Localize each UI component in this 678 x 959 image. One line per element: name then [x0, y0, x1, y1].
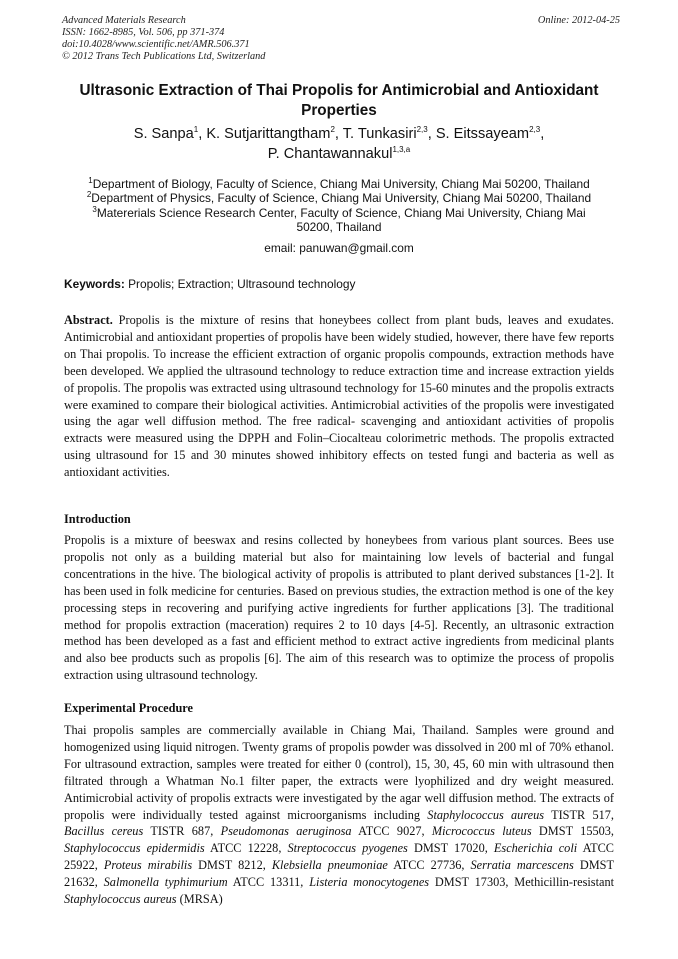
text-run: ATCC 25922,: [64, 841, 614, 873]
abstract-text: Propolis is the mixture of resins that honeybees collect from plant buds, leaves and exudates. Antimicrobial and antioxidant properties of propolis have been widely studied, however, there have few reports on Thai propolis. To increase the efficient extraction of organic propolis compounds, extraction methods have been developed. We applied the ultrasound technology to reduce extraction time and increase extraction yields of propolis. The propolis was extracted using ultrasound technology for 15-60 minutes and the propolis extracts were examined to compare their biological activities. Antimicrobial activities of the propolis were investigated using the agar well diffusion method. The free radical- scavenging and antioxidant activities of propolis extracts were measured using the DPPH and Folin–Ciocalteau colorimetric methods. The propolis extracted using ultrasound for 15 and 30 minutes showed inhibitory effects on tested fungi and bacteria as well as antioxidant activities.: [64, 313, 614, 480]
species-name: Proteus mirabilis: [103, 858, 193, 873]
journal-name: Advanced Materials Research: [62, 15, 186, 26]
affiliation: $^3$Matererials Science Research Center, Faculty of Science, Chiang Mai University, Chiang Mai 50200, Thailand: [92, 204, 586, 235]
text-run: DMST 17303, Methicillin-resistant: [429, 875, 615, 890]
online-date: Online: 2012-04-25: [537, 15, 620, 26]
section-heading-experimental: Experimental Procedure: [64, 701, 193, 715]
text-run: TISTR 687,: [143, 824, 221, 839]
keywords-label: Keywords:: [64, 277, 125, 291]
author: S. Sanpa$^1$,: [133, 125, 207, 142]
keywords-text: Propolis; Extraction; Ultrasound technology: [124, 277, 356, 291]
journal-issn: ISSN: 1662-8985, Vol. 506, pp 371-374: [62, 27, 225, 38]
species-name: Bacillus cereus: [64, 824, 144, 839]
text-run: DMST 17020,: [407, 841, 494, 856]
text-run: ATCC 9027,: [351, 824, 432, 839]
author: K. Sutjarittangtham$^2$,: [206, 125, 343, 142]
contact-email: email: panuwan@gmail.com: [264, 241, 414, 255]
text-run: DMST 15503,: [531, 824, 614, 839]
species-name: Serratia marcescens: [470, 858, 574, 873]
text-run: TISTR 517,: [544, 807, 614, 822]
species-name: Staphylococcus epidermidis: [64, 841, 205, 856]
affiliation: $^1$Department of Biology, Faculty of Science, Chiang Mai University, Chiang Mai 50200, Thailand: [88, 176, 590, 191]
species-name: Salmonella typhimurium: [103, 875, 228, 890]
text-run: ATCC 12228,: [204, 841, 288, 856]
keywords: [64, 277, 355, 291]
species-name: Staphylococcus aureus: [427, 807, 545, 822]
text-run: (MRSA): [176, 892, 223, 907]
text-run: ATCC 13311,: [227, 875, 310, 890]
species-name: Escherichia coli: [493, 841, 578, 856]
author: S. Eitssayeam$^{2,3}$,: [435, 125, 545, 142]
author-list: [58, 124, 620, 164]
journal-info: [62, 15, 265, 63]
species-name: Micrococcus luteus: [431, 824, 532, 839]
species-name: Staphylococcus aureus: [64, 892, 177, 907]
species-name: Streptococcus pyogenes: [287, 841, 408, 856]
species-name: Listeria monocytogenes: [309, 875, 430, 890]
text-run: DMST 8212,: [192, 858, 272, 873]
author: T. Tunkasiri$^{2,3}$,: [342, 125, 436, 142]
abstract: [64, 312, 614, 481]
text-run: Thai propolis samples are commercially available in Chiang Mai, Thailand. Samples were ground and homogenized using liquid nitrogen. Twenty grams of propolis powder was dissolved in 200 ml of 70% ethanol. For ultrasound extraction, samples were treated for either 0 (control), 15, 30, 45, 60 min with ultrasound then filtrated through a Whatman No.1 filter paper, the extracts were lyophilized and dry weight measured. Antimicrobial activity of propolis extracts were investigated by the agar well diffusion method. The extracts of propolis were individually tested against microorganisms including: [64, 723, 614, 822]
author: P. Chantawannakul$^{1,3,a}$: [267, 145, 411, 162]
introduction-paragraph: Propolis is a mixture of beeswax and resins collected by honeybees from various plant sources. Bees use propolis not only as a building material but also for maintaining low levels of bacterial and fungal concentrations in the hive. The biological activity of propolis is attributed to plant derived substances [1-2]. It has been used in folk medicine for centuries. Based on previous studies, the extraction method is one of the key processing steps in recovering and purifying active ingredients for further applications [3]. The traditional method for propolis extraction (maceration) requires 2 to 10 days [4-5]. Recently, an ultrasonic extraction method has been developed as a fast and efficient method to extract active ingredients from medicinal plants and also bee products such as propolis [6]. The aim of this research was to optimize the process of propolis extraction using ultrasound technology.: [64, 533, 614, 683]
paper-title: Ultrasonic Extraction of Thai Propolis for Antimicrobial and Antioxidant Properties: [79, 82, 599, 119]
journal-copyright: © 2012 Trans Tech Publications Ltd, Switzerland: [62, 51, 266, 62]
text-run: DMST 21632,: [64, 858, 614, 890]
section-heading-introduction: Introduction: [64, 512, 131, 526]
species-name: Pseudomonas aeruginosa: [220, 824, 352, 839]
experimental-paragraph: [64, 722, 614, 908]
affiliations: [58, 177, 620, 235]
species-name: Klebsiella pneumoniae: [271, 858, 388, 873]
text-run: ATCC 27736,: [387, 858, 471, 873]
abstract-label: Abstract.: [64, 313, 113, 327]
journal-doi: doi:10.4028/www.scientific.net/AMR.506.371: [62, 39, 250, 50]
affiliation: $^2$Department of Physics, Faculty of Science, Chiang Mai University, Chiang Mai 50200, Thailand: [86, 190, 592, 206]
